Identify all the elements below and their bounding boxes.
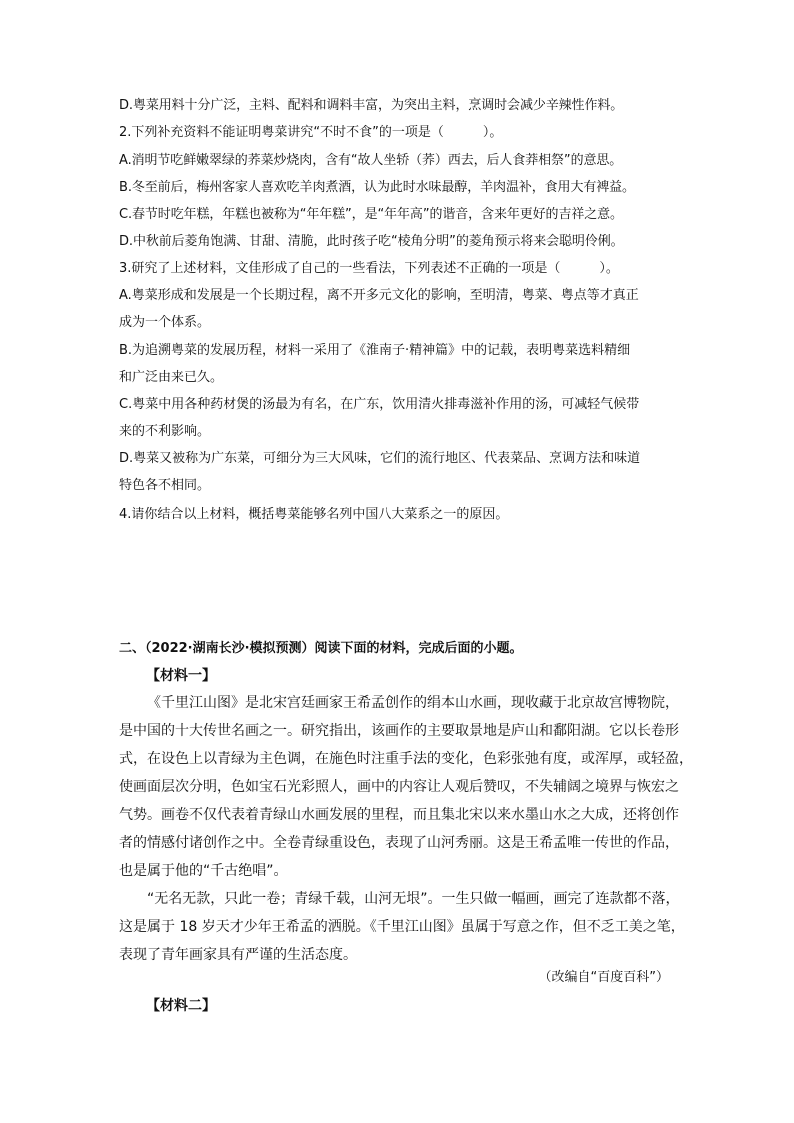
q3-option-b-line2: 和广泛由来已久。 <box>119 370 224 385</box>
section-heading: 二、（2022·湖南长沙·模拟预测）阅读下面的材料，完成后面的小题。 <box>119 641 523 656</box>
q2-option-d: D.中秋前后菱角饱满、甘甜、清脆，此时孩子吃“棱角分明”的菱角预示将来会聪明伶俐。 <box>119 234 624 249</box>
q3-option-c-line1: C.粤菜中用各种药材煲的汤最为有名，在广东，饮用清火排毒滋补作用的汤，可减轻气候带 <box>119 397 640 412</box>
paragraph-line: 表现了青年画家具有严谨的生活态度。 <box>119 947 357 963</box>
q3-option-a-line1: A.粤菜形成和发展是一个长期过程，离不开多元文化的影响，至明清，粤菜、粤点等才真正 <box>119 288 639 303</box>
q3-option-d-line1: D.粤菜又被称为广东菜，可细分为三大风味，它们的流行地区、代表菜品、烹调方法和味道 <box>119 451 641 466</box>
question-3: 3.研究了上述材料，文佳形成了自己的一些看法，下列表述不正确的一项是（ ）。 <box>119 261 619 276</box>
material-1-label: 【材料一】 <box>146 668 216 684</box>
paragraph-line: 气势。画卷不仅代表着青绿山水画发展的里程，而且集北宋以来水墨山水之大成，还将创作 <box>119 807 679 823</box>
q2-option-a: A.消明节吃鲜嫩翠绿的荞菜炒烧肉，含有“故人坐轿（荞）西去，后人食莽相祭”的意思。 <box>119 153 623 168</box>
source-citation: （改编自“百度百科”） <box>538 970 669 985</box>
question-4: 4.请你结合以上材料，概括粤菜能够名列中国八大菜系之一的原因。 <box>119 507 509 522</box>
question-2: 2.下列补充资料不能证明粤菜讲究“不时不食”的一项是（ ）。 <box>119 125 503 140</box>
paragraph-line: 也是属于他的“千古绝唱”。 <box>119 863 288 879</box>
material-2-label: 【材料二】 <box>146 998 216 1014</box>
paragraph-line: 式，在设色上以青绿为主色调，在施色时注重手法的变化，色彩张弛有度，或浑厚，或轻盈， <box>119 751 693 767</box>
option-d-q1: D.粤菜用料十分广泛，主料、配料和调料丰富，为突出主料，烹调时会减少辛辣性作料。 <box>119 98 624 113</box>
paragraph-line: 是中国的十大传世名画之一。研究指出，该画作的主要取景地是庐山和鄱阳湖。它以长卷形 <box>119 723 679 739</box>
q2-option-b: B.冬至前后，梅州客家人喜欢吃羊肉煮酒，认为此时水味最醇，羊肉温补，食用大有裨益。 <box>119 180 635 195</box>
paragraph-line: 使画面层次分明，色如宝石光彩照人，画中的内容让人观后赞叹，不失辅阔之境界与恢宏之 <box>119 779 679 795</box>
paragraph-line: 《千里江山图》是北宋宫廷画家王希孟创作的绢本山水画，现收藏于北京故宫博物院， <box>147 695 679 711</box>
q3-option-d-line2: 特色各不相同。 <box>119 478 211 493</box>
q3-option-a-line2: 成为一个体系。 <box>119 315 211 330</box>
q3-option-c-line2: 来的不利影响。 <box>119 424 211 439</box>
paragraph-line: “无名无款，只此一卷；青绿千载，山河无垠”。一生只做一幅画，画完了连款都不落， <box>147 891 680 907</box>
paragraph-line: 者的情感付诸创作之中。全卷青绿重设色，表现了山河秀丽。这是王希孟唯一传世的作品， <box>119 835 679 851</box>
paragraph-line: 这是属于 18 岁天才少年王希孟的洒脱。《千里江山图》虽属于写意之作，但不乏工美之笔， <box>119 919 685 935</box>
q3-option-b-line1: B.为追溯粤菜的发展历程，材料一采用了《淮南子·精神篇》中的记载，表明粤菜选料精细 <box>119 343 631 358</box>
q2-option-c: C.春节时吃年糕，年糕也被称为“年年糕”，是“年年高”的谐音，含来年更好的吉祥之意。 <box>119 207 623 222</box>
